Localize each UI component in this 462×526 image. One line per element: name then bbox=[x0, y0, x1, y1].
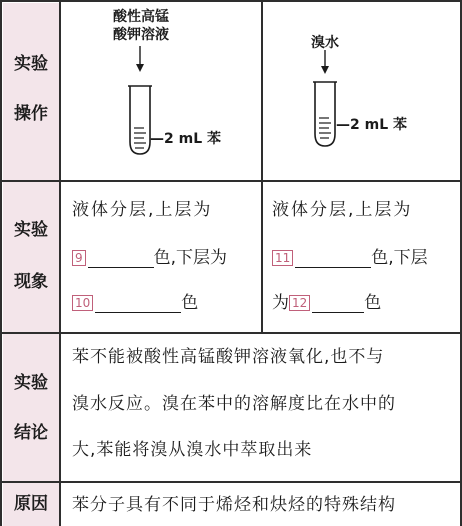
blank-number-badge: 9 bbox=[72, 250, 86, 266]
row-divider bbox=[0, 481, 462, 483]
tube-label: —2 mL 苯 bbox=[336, 117, 407, 133]
answer-blank bbox=[295, 249, 371, 268]
conclusion-text: 溴水反应。溴在苯中的溶解度比在水中的 bbox=[72, 394, 396, 414]
blank-number-badge: 10 bbox=[72, 295, 93, 311]
answer-blank bbox=[95, 294, 181, 313]
reagent-label: 酸性高锰 bbox=[113, 9, 169, 25]
answer-blank bbox=[88, 249, 154, 268]
tube-label-text: 2 mL 苯 bbox=[164, 131, 221, 147]
conclusion-text: 大,苯能将溴从溴水中萃取出来 bbox=[72, 440, 313, 460]
header-label: 结论 bbox=[14, 423, 48, 443]
blank-number-badge: 11 bbox=[272, 250, 293, 266]
column-divider bbox=[59, 0, 61, 526]
row-header-cell bbox=[3, 3, 59, 180]
tube-label: —2 mL 苯 bbox=[150, 131, 221, 147]
phenomenon-text bbox=[272, 248, 428, 268]
row-header-cell bbox=[3, 182, 59, 332]
test-tube-icon bbox=[305, 50, 345, 150]
row-header-cell bbox=[3, 334, 59, 481]
row-divider bbox=[0, 180, 462, 182]
reagent-label: 酸钾溶液 bbox=[113, 27, 169, 43]
conclusion-text: 苯不能被酸性高锰酸钾溶液氧化,也不与 bbox=[72, 347, 385, 367]
tube-label-text: 2 mL 苯 bbox=[350, 117, 407, 133]
table-border bbox=[0, 0, 2, 526]
phenomenon-text bbox=[272, 293, 381, 313]
header-label: 实验 bbox=[14, 54, 48, 74]
header-label: 实验 bbox=[14, 220, 48, 240]
phenomenon-text-part: 色,下层 bbox=[371, 248, 428, 268]
header-label: 原因 bbox=[14, 494, 48, 514]
phenomenon-text-part: 为 bbox=[272, 293, 289, 313]
phenomenon-text bbox=[72, 248, 227, 268]
table-border bbox=[0, 0, 462, 2]
column-divider bbox=[261, 0, 263, 332]
reagent-label: 溴水 bbox=[311, 35, 339, 51]
blank-number-badge: 12 bbox=[289, 295, 310, 311]
header-label: 实验 bbox=[14, 373, 48, 393]
phenomenon-text-part: 色 bbox=[181, 293, 199, 313]
phenomenon-text: 液体分层,上层为 bbox=[272, 200, 413, 220]
phenomenon-text bbox=[72, 293, 198, 313]
row-divider bbox=[0, 332, 462, 334]
phenomenon-text-part: 色,下层为 bbox=[153, 248, 228, 268]
answer-blank bbox=[312, 294, 364, 313]
phenomenon-text-part: 色 bbox=[364, 293, 382, 313]
phenomenon-text: 液体分层,上层为 bbox=[72, 200, 213, 220]
header-label: 现象 bbox=[14, 272, 48, 292]
reason-text: 苯分子具有不同于烯烃和炔烃的特殊结构 bbox=[72, 495, 396, 515]
header-label: 操作 bbox=[14, 104, 48, 124]
